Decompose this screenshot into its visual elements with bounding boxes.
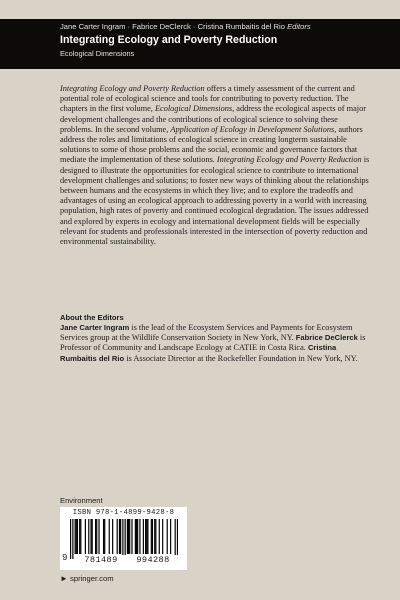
- editor-names: [60, 22, 392, 32]
- barcode-bar: [103, 519, 104, 554]
- barcode-guard-bar: [177, 519, 178, 559]
- desc-title-italic-2: Integrating Ecology and Poverty Reduction: [216, 155, 362, 165]
- barcode-bar: [136, 519, 137, 554]
- desc-vol1-italic: Ecological Dimensions,: [154, 104, 235, 114]
- barcode-bar: [137, 519, 138, 554]
- isbn-number: ISBN 978-1-4899-9428-8: [72, 509, 175, 517]
- book-subtitle: Ecological Dimensions: [60, 49, 135, 58]
- about-editors-paragraph: [60, 323, 370, 364]
- barcode-bar: [92, 519, 93, 554]
- barcode-bar: [152, 519, 153, 554]
- editor-3-bio: is Associate Director at the Rockefeller Foundation in New York, NY.: [124, 353, 358, 363]
- barcode-bar: [147, 519, 148, 554]
- barcode-guard-bar: [125, 519, 126, 559]
- barcode-bars: [70, 519, 178, 559]
- editor-1-name: Jane Carter Ingram: [60, 323, 130, 332]
- barcode-bar: [120, 519, 121, 554]
- barcode-bar: [109, 519, 110, 554]
- ean-left-digits: 781489: [76, 555, 126, 565]
- barcode-bar: [90, 519, 91, 554]
- desc-text-3: authors address the roles and limitations of ecological science in creating longterm sustainable solutions to some of those problems and the social, economic and governance factors that mediate the implementation of these solutions.: [60, 124, 363, 165]
- barcode-bar: [98, 519, 99, 554]
- barcode-bar: [145, 519, 146, 554]
- editor-names-text: Jane Carter Ingram · Fabrice DeClerck · Cristina Rumbaitis del Rio: [60, 22, 285, 31]
- editor-2-name: Fabrice DeClerck: [295, 333, 358, 343]
- description-paragraph: [60, 84, 370, 247]
- desc-text-4: is designed to illustrate the opportunities for ecological science to contribute to international development challenges and solutions; to foster new ways of thinking about the relationships between humans and the ecosystems in which they live; and to explore the tradeoffs and advantages of using an ecological approach to addressing poverty in a world with increasing population, high rates of poverty and continued ecological degradation. The issues addressed and explored by experts in ecology and international development fields will be especially relevant for students and professionals interested in the intersection of poverty reduction and environmental sustainability.: [60, 155, 370, 247]
- barcode-guard-bar: [122, 519, 123, 559]
- desc-text-2: address the ecological aspects of major development challenges and the contributions of ecological science to solving these problems. In the second volume,: [60, 104, 366, 134]
- barcode-bar: [96, 519, 97, 554]
- editor-1-bio: is the lead of the Ecosystem Services and Payments for Ecosystem Services group at the Wildlife Conservation Society in New York, NY.: [60, 323, 353, 343]
- barcode-bar: [117, 519, 118, 554]
- barcode-bar: [79, 519, 80, 554]
- header-content: [60, 22, 392, 59]
- barcode-bar: [151, 519, 152, 554]
- barcode-bar: [167, 519, 168, 554]
- barcode-bar: [170, 519, 171, 554]
- arrow-icon: ►: [60, 574, 68, 583]
- barcode-bar: [95, 519, 96, 554]
- barcode-bar: [88, 519, 89, 554]
- desc-vol2-italic: Application of Ecology in Development Solutions,: [170, 124, 337, 134]
- barcode-bar: [76, 519, 77, 554]
- barcode-bar: [127, 519, 128, 554]
- barcode-bar: [75, 519, 76, 554]
- desc-text-1: offers a timely assessment of the current and potential role of ecological science and tools for contributing to poverty reduction. The chapters in the first volume,: [60, 84, 355, 114]
- ean-first-digit: 9: [62, 553, 68, 563]
- editor-3-name: Cristina Rumbaitis del Rio: [60, 343, 337, 363]
- barcode-bar: [80, 519, 81, 554]
- barcode-bar: [104, 519, 105, 554]
- editor-2-bio: is Professor of Community and Landscape Ecology at CATIE in Costa Rica.: [60, 333, 366, 353]
- editors-label: Editors: [287, 22, 311, 31]
- subject-category: Environment: [60, 496, 103, 505]
- barcode-bar: [154, 519, 155, 554]
- barcode-bar: [112, 519, 113, 554]
- barcode-bar: [128, 519, 129, 554]
- cover-header-band: [0, 19, 400, 69]
- barcode-guard-bar: [72, 519, 73, 559]
- ean-right-digits: 994288: [128, 555, 178, 565]
- book-title: Integrating Ecology and Poverty Reduction: [60, 34, 278, 46]
- barcode-bar: [159, 519, 160, 554]
- isbn-barcode: [60, 507, 187, 570]
- barcode-guard-bar: [175, 519, 176, 559]
- barcode-bar: [139, 519, 140, 554]
- barcode-bar: [146, 519, 147, 554]
- description-block: [60, 84, 370, 247]
- barcode-guard-bar: [70, 519, 71, 559]
- barcode-bar: [155, 519, 156, 554]
- publisher-website: [60, 574, 114, 584]
- barcode-bar: [131, 519, 132, 554]
- barcode-bar: [162, 519, 163, 554]
- barcode-bar: [85, 519, 86, 554]
- barcode-bar: [77, 519, 78, 554]
- about-editors-heading: About the Editors: [60, 313, 124, 322]
- barcode-bar: [129, 519, 130, 554]
- barcode-bar: [143, 519, 144, 554]
- barcode-bar: [135, 519, 136, 554]
- website-url: springer.com: [70, 574, 114, 583]
- desc-title-italic: Integrating Ecology and Poverty Reduction: [60, 84, 205, 93]
- barcode-bar: [119, 519, 120, 554]
